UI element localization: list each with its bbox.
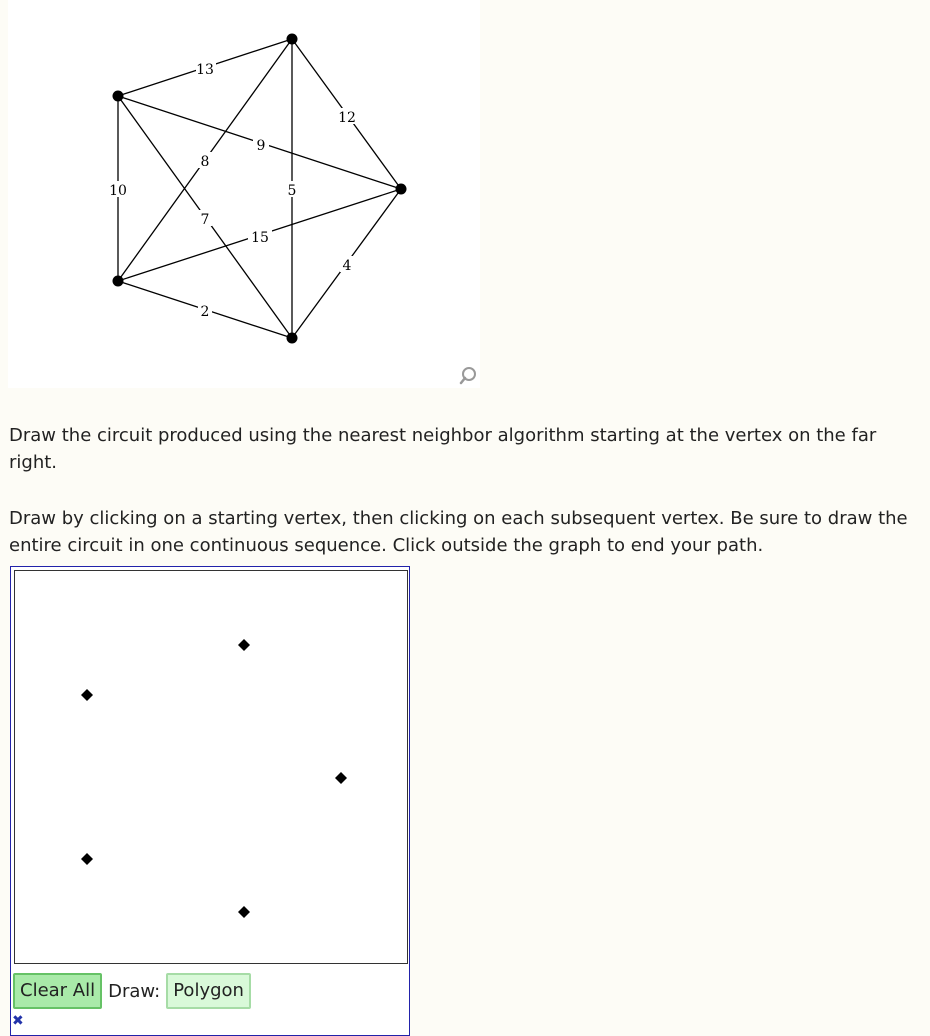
edge-weight: 9 bbox=[256, 138, 266, 154]
magnifier-icon[interactable] bbox=[458, 364, 482, 388]
vertex-far-right bbox=[396, 184, 407, 195]
vertex-top bbox=[287, 34, 298, 45]
polygon-mode-button[interactable]: Polygon bbox=[166, 973, 251, 1009]
drawing-canvas[interactable] bbox=[14, 570, 408, 964]
edge-weight: 10 bbox=[109, 183, 127, 199]
edge-weight: 8 bbox=[200, 154, 210, 170]
canvas-vertex-lower-left[interactable] bbox=[81, 853, 93, 865]
canvas-vertex-upper-left[interactable] bbox=[81, 689, 93, 701]
draw-controls bbox=[13, 973, 251, 1009]
drawing-canvas-graph bbox=[15, 571, 407, 963]
edge-weight: 12 bbox=[338, 110, 356, 126]
draw-mode-label: Draw: bbox=[108, 980, 161, 1002]
edge-weight: 13 bbox=[196, 62, 214, 78]
edge-weight: 15 bbox=[251, 230, 269, 246]
canvas-vertex-bottom[interactable] bbox=[238, 906, 250, 918]
close-icon[interactable]: ✖ bbox=[12, 1013, 24, 1029]
drawing-widget bbox=[10, 566, 410, 1036]
weighted-graph bbox=[8, 0, 480, 388]
graph-figure bbox=[8, 0, 480, 388]
canvas-vertex-top[interactable] bbox=[238, 639, 250, 651]
edge-weight: 2 bbox=[200, 304, 210, 320]
question-instructions: Draw by clicking on a starting vertex, then clicking on each subsequent vertex. Be sure to draw the entire circuit in one continuous sequence. Click outside the graph to end your path. bbox=[9, 508, 908, 556]
edge-weight: 4 bbox=[342, 258, 352, 274]
canvas-vertex-far-right[interactable] bbox=[335, 772, 347, 784]
edge-weight: 5 bbox=[287, 183, 297, 199]
clear-all-button[interactable]: Clear All bbox=[13, 973, 102, 1009]
edge-weight: 7 bbox=[200, 212, 210, 228]
vertex-upper-left bbox=[113, 91, 124, 102]
vertex-lower-left bbox=[113, 276, 124, 287]
question-prompt: Draw the circuit produced using the nearest neighbor algorithm starting at the vertex on the far right. bbox=[9, 425, 877, 473]
vertex-bottom bbox=[287, 333, 298, 344]
